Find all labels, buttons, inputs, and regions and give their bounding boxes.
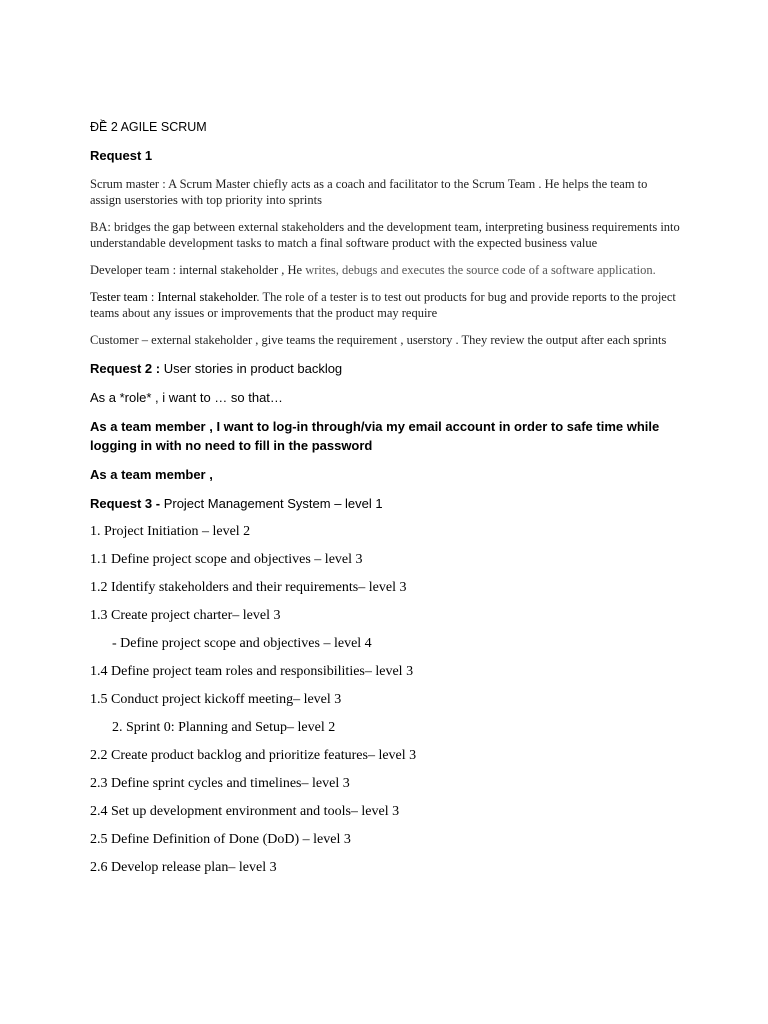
wbs-item-1-5: 1.5 Conduct project kickoff meeting– level 3 — [90, 692, 342, 707]
wbs-item-2-5: 2.5 Define Definition of Done (DoD) – level 3 — [90, 832, 351, 847]
request-2-heading — [90, 359, 680, 378]
scrum-master-paragraph: Scrum master : A Scrum Master chiefly acts as a coach and facilitator to the Scrum Team . He helps the team to assign userstories with top priority into sprints — [90, 177, 648, 207]
wbs-list — [90, 523, 680, 877]
user-story-1: As a team member , I want to log-in through/via my email account in order to safe time while logging in with no need to fill in the password — [90, 419, 660, 453]
developer-team-suffix: writes, debugs and executes the source code of a software application. — [305, 263, 656, 277]
user-story-template: As a *role* , i want to … so that… — [90, 390, 283, 405]
request-1-heading: Request 1 — [90, 148, 153, 163]
wbs-item-2-3: 2.3 Define sprint cycles and timelines– level 3 — [90, 776, 350, 791]
wbs-item-1-4: 1.4 Define project team roles and responsibilities– level 3 — [90, 664, 414, 679]
developer-team-prefix: Developer team : internal stakeholder , He — [90, 263, 306, 277]
wbs-item-2-4: 2.4 Set up development environment and tools– level 3 — [90, 804, 400, 819]
wbs-item-1-2: 1.2 Identify stakeholders and their requirements– level 3 — [90, 580, 407, 595]
wbs-item-1-3-sub: - Define project scope and objectives – level 4 — [112, 636, 372, 651]
tester-team-prefix: Tester team : Internal stakeholder — [90, 290, 257, 304]
request-3-heading — [90, 494, 680, 513]
document-title: ĐỀ 2 AGILE SCRUM — [90, 120, 207, 134]
request-2-label: Request 2 : — [90, 361, 161, 376]
request-3-heading-rest: Project Management System – level 1 — [160, 496, 383, 511]
user-story-2: As a team member , — [90, 467, 213, 482]
wbs-item-1-3: 1.3 Create project charter– level 3 — [90, 608, 281, 623]
request-3-label: Request 3 - — [90, 496, 161, 511]
ba-paragraph: BA: bridges the gap between external stakeholders and the development team, interpreting business requirements into understandable development tasks to match a final software product with the expected business value — [90, 220, 680, 250]
wbs-item-2-6: 2.6 Develop release plan– level 3 — [90, 860, 277, 875]
wbs-item-2-2: 2.2 Create product backlog and prioritize features– level 3 — [90, 748, 417, 763]
document-page — [90, 120, 680, 887]
customer-paragraph: Customer – external stakeholder , give teams the requirement , userstory . They review the output after each sprints — [90, 333, 667, 347]
tester-team-paragraph — [90, 289, 680, 321]
tester-team-rest: . The role of a tester is to test out products for bug and provide reports to the project teams about any issues or improvements that the product may require — [90, 290, 676, 320]
wbs-item-2: 2. Sprint 0: Planning and Setup– level 2 — [112, 720, 336, 735]
wbs-item-1-1: 1.1 Define project scope and objectives – level 3 — [90, 552, 363, 567]
wbs-item-1: 1. Project Initiation – level 2 — [90, 524, 251, 539]
developer-team-paragraph — [90, 262, 680, 278]
request-2-heading-rest: User stories in product backlog — [160, 361, 343, 376]
